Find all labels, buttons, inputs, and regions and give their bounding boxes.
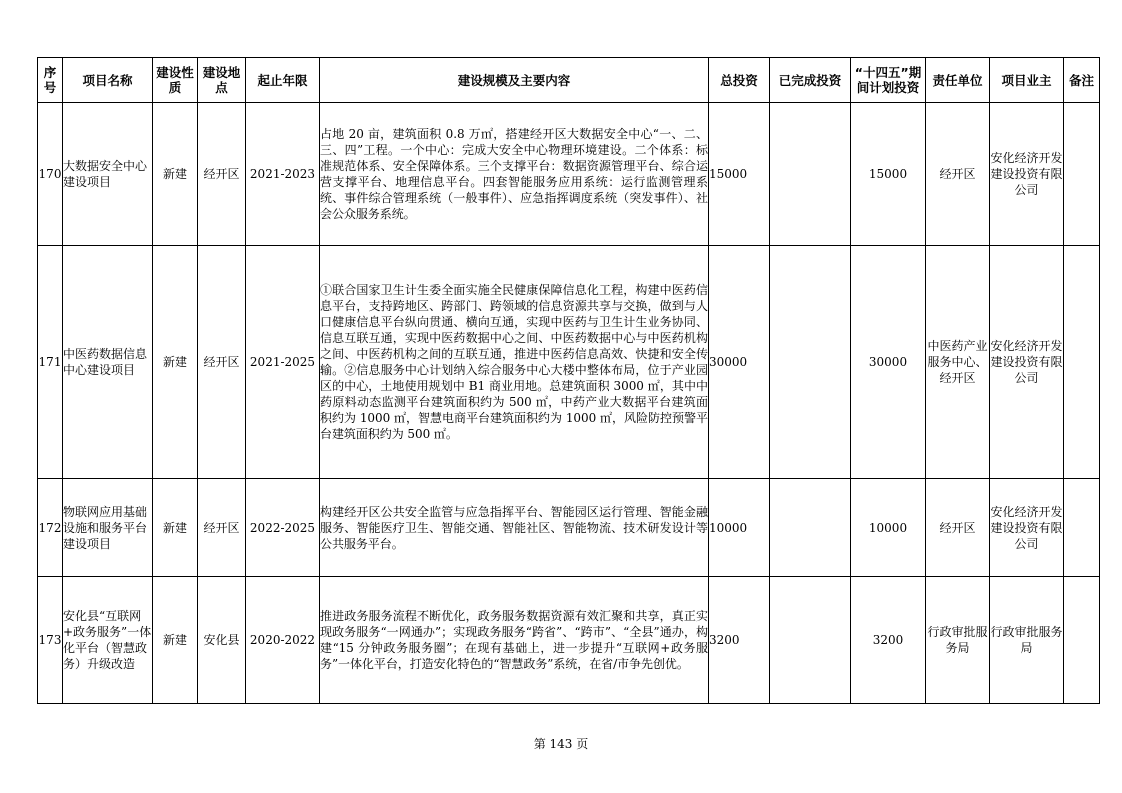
row-content: 推进政务服务流程不断优化，政务服务数据资源有效汇聚和共享，真正实现政务服务“一网通办”；实现政务服务“跨省”、“跨市”、“全县”通办，构建“15 分钟政务服务圈”；在现有基础上，进一步提升“互联网+政务服务”一体化平台，打造安化特色的“智慧政务”系统，在省/市争先创优。 bbox=[320, 577, 709, 704]
row-plan: 15000 bbox=[851, 103, 926, 246]
table-row bbox=[38, 577, 1100, 704]
header-period: 起止年限 bbox=[246, 58, 320, 103]
row-period: 2021-2025 bbox=[246, 246, 320, 479]
row-completed bbox=[770, 246, 851, 479]
row-content: ①联合国家卫生计生委全面实施全民健康保障信息化工程，构建中医药信息平台，支持跨地区、跨部门、跨领域的信息资源共享与交换，做到与人口健康信息平台纵向贯通、横向互通，实现中医药与卫生计生业务协同、信息互联互通，实现中医药数据中心之间、中医药数据中心与中医药机构之间、中医药机构之间的互联互通，推进中医药信息高效、快捷和安全传输。②信息服务中心计划纳入综合服务中心大楼中整体布局，位于产业园区的中心，土地使用规划中 B1 商业用地。总建筑面积 3000 ㎡，其中中药原料动态监测平台建筑面积约为 500 ㎡，中药产业大数据平台建筑面积约为 1000 ㎡，智慧电商平台建筑面积约为 1000 ㎡，风险防控预警平台建筑面积约为 500 ㎡。 bbox=[320, 246, 709, 479]
row-content: 构建经开区公共安全监管与应急指挥平台、智能园区运行管理、智能金融服务、智能医疗卫生、智能交通、智能社区、智能物流、技术研发设计等公共服务平台。 bbox=[320, 479, 709, 577]
row-owner: 安化经济开发建设投资有限公司 bbox=[990, 246, 1064, 479]
row-seq: 173 bbox=[38, 577, 63, 704]
row-remark bbox=[1064, 246, 1100, 479]
row-location: 安化县 bbox=[198, 577, 246, 704]
header-plan: “十四五”期间计划投资 bbox=[851, 58, 926, 103]
row-remark bbox=[1064, 577, 1100, 704]
row-project-name: 安化县“互联网+政务服务”一体化平台（智慧政务）升级改造 bbox=[63, 577, 153, 704]
row-nature: 新建 bbox=[153, 577, 198, 704]
row-period: 2022-2025 bbox=[246, 479, 320, 577]
row-plan: 30000 bbox=[851, 246, 926, 479]
header-completed: 已完成投资 bbox=[770, 58, 851, 103]
row-nature: 新建 bbox=[153, 103, 198, 246]
row-owner: 行政审批服务局 bbox=[990, 577, 1064, 704]
header-remark: 备注 bbox=[1064, 58, 1100, 103]
row-plan: 10000 bbox=[851, 479, 926, 577]
row-responsible: 行政审批服务局 bbox=[926, 577, 990, 704]
row-owner: 安化经济开发建设投资有限公司 bbox=[990, 103, 1064, 246]
row-remark bbox=[1064, 479, 1100, 577]
header-location: 建设地点 bbox=[198, 58, 246, 103]
header-total: 总投资 bbox=[709, 58, 770, 103]
row-period: 2021-2023 bbox=[246, 103, 320, 246]
header-name: 项目名称 bbox=[63, 58, 153, 103]
row-plan: 3200 bbox=[851, 577, 926, 704]
row-remark bbox=[1064, 103, 1100, 246]
project-table bbox=[37, 57, 1100, 704]
header-owner: 项目业主 bbox=[990, 58, 1064, 103]
row-seq: 172 bbox=[38, 479, 63, 577]
header-responsible: 责任单位 bbox=[926, 58, 990, 103]
row-content: 占地 20 亩，建筑面积 0.8 万㎡，搭建经开区大数据安全中心“一、二、三、四”工程。一个中心：完成大安全中心物理环境建设。二个体系：标准规范体系、安全保障体系。三个支撑平台：数据资源管理平台、综合运营支撑平台、地理信息平台。四套智能服务应用系统：运行监测管理系统、事件综合管理系统（一般事件）、应急指挥调度系统（突发事件）、社会公众服务系统。 bbox=[320, 103, 709, 246]
row-project-name: 大数据安全中心建设项目 bbox=[63, 103, 153, 246]
row-completed bbox=[770, 479, 851, 577]
row-location: 经开区 bbox=[198, 479, 246, 577]
row-completed bbox=[770, 577, 851, 704]
row-nature: 新建 bbox=[153, 246, 198, 479]
row-completed bbox=[770, 103, 851, 246]
row-location: 经开区 bbox=[198, 103, 246, 246]
table-row bbox=[38, 246, 1100, 479]
header-seq: 序号 bbox=[38, 58, 63, 103]
page-number: 第 143 页 bbox=[533, 737, 589, 751]
row-responsible: 中医药产业服务中心、经开区 bbox=[926, 246, 990, 479]
header-nature: 建设性质 bbox=[153, 58, 198, 103]
row-total: 15000 bbox=[709, 103, 770, 246]
header-row bbox=[38, 58, 1100, 103]
row-location: 经开区 bbox=[198, 246, 246, 479]
row-project-name: 中医药数据信息中心建设项目 bbox=[63, 246, 153, 479]
row-project-name: 物联网应用基础设施和服务平台建设项目 bbox=[63, 479, 153, 577]
row-total: 10000 bbox=[709, 479, 770, 577]
header-content: 建设规模及主要内容 bbox=[320, 58, 709, 103]
row-nature: 新建 bbox=[153, 479, 198, 577]
table-row bbox=[38, 479, 1100, 577]
row-total: 3200 bbox=[709, 577, 770, 704]
row-seq: 171 bbox=[38, 246, 63, 479]
row-total: 30000 bbox=[709, 246, 770, 479]
table-row bbox=[38, 103, 1100, 246]
row-owner: 安化经济开发建设投资有限公司 bbox=[990, 479, 1064, 577]
row-seq: 170 bbox=[38, 103, 63, 246]
row-period: 2020-2022 bbox=[246, 577, 320, 704]
row-responsible: 经开区 bbox=[926, 479, 990, 577]
row-responsible: 经开区 bbox=[926, 103, 990, 246]
